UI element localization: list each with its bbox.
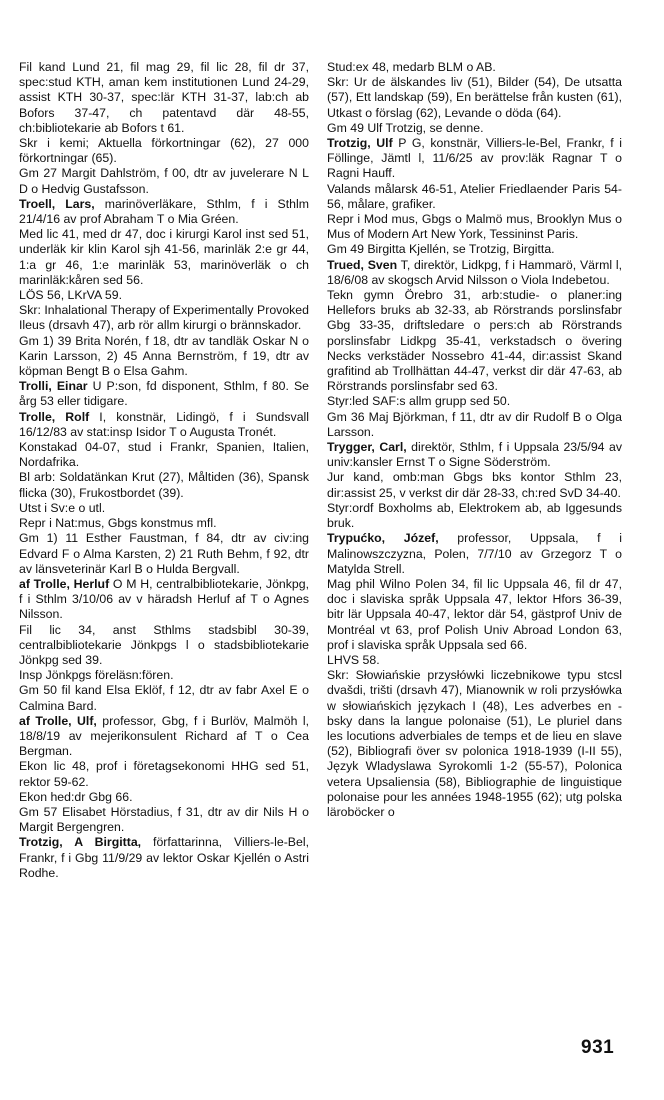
entry-name: Trued, Sven [327,257,398,272]
biography-entry [19,835,309,881]
entry-paragraph [327,182,622,212]
entry-text: Fil lic 34, anst Sthlms stadsbibl 30-39, centralbibliotekarie Jönkpgs l o stadsbibliotekarie Jönkpg sed 39. [19,622,309,667]
entry-name: Trotzig, Ulf [327,136,393,151]
biography-entry [327,531,622,577]
entry-paragraph [327,668,622,820]
entry-text: Ekon lic 48, prof i företagsekonomi HHG sed 51, rektor 59-62. [19,759,309,789]
entry-name: Trotzig, A Birgitta, [19,835,142,850]
entry-paragraph [19,303,309,333]
biography-entry [19,577,309,623]
entry-paragraph [327,501,622,531]
entry-paragraph [19,516,309,531]
entry-text: Repr i Nat:mus, Gbgs konstmus mfl. [19,516,217,531]
entry-text: Ekon hed:dr Gbg 66. [19,789,133,804]
entry-name: Trolle, Rolf [19,409,90,424]
biography-entry [19,379,309,409]
entry-text: Gm 1) 11 Esther Faustman, f 84, dtr av civ:ing Edvard F o Alma Karsten, 2) 21 Ruth Behm, f 92, dtr av länsveterinär Karl B o Hulda Bergvall. [19,531,309,576]
entry-text: Insp Jönkpgs föreläsn:fören. [19,668,174,683]
entry-text: professor, Uppsala, f i Malinowszczyzna, Polen, 7/7/10 av Grzegorz T o Matylda Strell. [327,531,622,576]
entry-text: Gm 57 Elisabet Hörstadius, f 31, dtr av dir Nils H o Margit Bergengren. [19,804,309,835]
entry-paragraph [327,410,622,440]
entry-text: Gm 49 Birgitta Kjellén, se Trotzig, Birgitta. [327,242,555,257]
entry-paragraph [327,653,622,668]
entry-text: Med lic 41, med dr 47, doc i kirurgi Karol inst sed 51, underläk kir klin Karol sjh 41-56, marinläk 2:e gr 44, 1:a gr 46, 1:e marinläk 53, marinöverläk o ch marinläk:kåren sed 56. [19,227,309,287]
entry-name: Trolli, Einar [19,379,88,394]
entry-text: LÖS 56, LKrVA 59. [19,288,122,303]
biography-entry [327,136,622,182]
entry-paragraph [327,212,622,242]
entry-paragraph [327,60,622,75]
entry-paragraph [19,790,309,805]
biography-entry [19,410,309,440]
entry-text: U P:son, fd disponent, Sthlm, f 80. Se årg 53 eller tidigare. [19,379,310,409]
right-column [327,60,622,820]
entry-paragraph [327,242,622,257]
entry-paragraph [327,121,622,136]
entry-text: Styr:led SAF:s allm grupp sed 50. [327,394,511,409]
biography-entry [327,258,622,288]
entry-text: O M H, centralbibliotekarie, Jönkpg, f i Sthlm 3/10/06 av v häradsh Herluf af T o Agnes Nilsson. [19,576,309,622]
entry-paragraph [19,288,309,303]
entry-text: Gm 49 Ulf Trotzig, se denne. [327,120,484,135]
entry-text: Utst i Sv:e o utl. [19,500,106,515]
entry-paragraph [19,166,309,196]
entry-paragraph [327,75,622,121]
biography-entry [19,714,309,760]
entry-text: LHVS 58. [327,652,380,667]
entry-text: Gm 1) 39 Brita Norén, f 18, dtr av tandläk Oskar N o Karin Larsson, 2) 45 Anna Bernström, f 19, dtr av köpman Bengt B o Elsa Gahm. [19,333,309,379]
entry-text: Skr i kemi; Aktuella förkortningar (62), 27 000 förkortningar (65). [19,136,309,166]
entry-paragraph [19,501,309,516]
entry-text: Konstakad 04-07, stud i Frankr, Spanien, Italien, Nordafrika. [19,440,309,470]
entry-text: Stud:ex 48, medarb BLM o AB. [327,60,496,74]
entry-text: Repr i Mod mus, Gbgs o Malmö mus, Brooklyn Mus o Mus of Modern Art New York, Tessininst Paris. [327,212,622,242]
entry-paragraph [19,334,309,380]
entry-text: marinöverläkare, Sthlm, f i Sthlm 21/4/16 av prof Abraham T o Mia Gréen. [19,196,309,227]
entry-paragraph [19,759,309,789]
entry-paragraph [327,288,622,394]
entry-text: Jur kand, omb:man Gbgs bks kontor Sthlm 23, dir:assist 25, v verkst dir där 28-33, ch:red SvD 34-40. [327,470,622,500]
entry-paragraph [327,470,622,500]
entry-paragraph [19,470,309,500]
entry-text: P G, konstnär, Villiers-le-Bel, Frankr, f i Föllinge, Jämtl l, 11/6/25 av prov:läk Ragnar T o Ragni Hauff. [327,136,622,181]
entry-paragraph [19,668,309,683]
entry-paragraph [19,136,309,166]
page-number: 931 [581,1037,615,1058]
entry-text: I, konstnär, Lidingö, f i Sundsvall 16/12/83 av stat:insp Isidor T o Augusta Tronét. [19,409,309,439]
entry-name: Trygger, Carl, [327,440,407,455]
entry-text: Gm 50 fil kand Elsa Eklöf, f 12, dtr av fabr Axel E o Calmina Bard. [19,683,309,713]
entry-name: Trypućko, Józef, [327,531,439,546]
entry-paragraph [19,227,309,288]
entry-name: af Trolle, Herluf [19,576,110,591]
entry-paragraph [19,440,309,470]
entry-paragraph [19,805,309,835]
entry-paragraph [327,394,622,409]
left-column [19,60,309,881]
entry-name: Troell, Lars, [19,196,95,211]
entry-text: direktör, Sthlm, f i Uppsala 23/5/94 av univ:kansler Ernst T o Signe Söderström. [327,440,622,470]
entry-text: Gm 36 Maj Björkman, f 11, dtr av dir Rudolf B o Olga Larsson. [327,409,622,439]
entry-text: Mag phil Wilno Polen 34, fil lic Uppsala 46, fil dr 47, doc i slaviska språk Uppsala 47, lektor Hfors 36-39, bitr lär Uppsala 40-47, lektor där 54, gästprof Univ de Montréal vt 63, prof Polish Univ Abroad London 63, prof i slaviska språk Uppsala sed 66. [327,576,622,652]
entry-text: Valands målarsk 46-51, Atelier Friedlaender Paris 54-56, målare, grafiker. [327,181,622,211]
entry-text: Styr:ordf Boxholms ab, Elektrokem ab, ab Iggesunds bruk. [327,500,622,531]
entry-paragraph [19,623,309,669]
entry-text: Skr: Ur de älskandes liv (51), Bilder (54), De utsatta (57), Ett landskap (59), En berättelse från kusten (61), Utkast o förslag (62), Levande o döda (64). [327,75,622,120]
entry-text: T, direktör, Lidkpg, f i Hammarö, Värml l, 18/6/08 av skogsch Arvid Nilsson o Viola Indebetou. [327,257,622,287]
entry-paragraph [327,577,622,653]
entry-text: Tekn gymn Örebro 31, arb:studie- o planer:ing Hellefors bruks ab 32-33, ab Rörstrands porslinsfabr Gbg 33-35, driftsledare o pers:ch ab Rörstrands porslinsfabr Lidkpg 35-41, verkstadsch o övering Necks verkstäder Nossebro 41-44, dir:assist Skand grafitind ab Trollhättan 44-47, verkst dir där 47-63, ab Rörstrands porslinsfabr sed 63. [327,288,622,394]
entry-text: författarinna, Villiers-le-Bel, Frankr, f i Gbg 11/9/29 av lektor Oskar Kjellén o Astri Rodhe. [19,835,309,880]
entry-text: Skr: Inhalational Therapy of Experimentally Provoked Ileus (drsavh 47), arb rör allm kirurgi o brännskador. [19,303,309,333]
entry-text: Bl arb: Soldatänkan Krut (27), Måltiden (36), Spansk flicka (30), Frukostbordet (39). [19,470,309,500]
entry-paragraph [19,531,309,577]
entry-paragraph [19,60,309,136]
entry-paragraph [19,683,309,713]
entry-name: af Trolle, Ulf, [19,713,97,728]
entry-text: Fil kand Lund 21, fil mag 29, fil lic 28, fil dr 37, spec:stud KTH, aman kem institutionen Lund 24-29, assist KTH 30-37, spec:lär KTH 31-37, lab:ch ab Bofors 37-47, ch patentavd där 48-55, ch:bibliotekarie ab Bofors t 61. [19,60,309,135]
biography-entry [19,197,309,227]
biography-entry [327,440,622,470]
entry-text: professor, Gbg, f i Burlöv, Malmöh l, 18/8/19 av mejerikonsulent Richard af T o Cea Bergman. [19,713,310,759]
entry-text: Gm 27 Margit Dahlström, f 00, dtr av juvelerare N L D o Hedvig Gustafsson. [19,166,309,196]
entry-text: Skr: Słowiańskie przysłówki liczebnikowe typu stcsl dvašdi, trišti (drsavh 47), Mianownik w roli przysłówka w słowiańskich językach I (48), Les adverbes en -bsky dans la langue polonaise (51), Le pluriel dans les locutions adverbiales de temps et de lieu en slave (52), Bibliografi över sv polonica 1918-1939 (I-II 55), Język Wladyslawa Syrokomli 1-2 (55-57), Polonica vetera Upsaliensia (58), Bibliographie de linguistique polonaise pour les années 1948-1955 (62); utg polska läroböcker o [327,668,622,819]
